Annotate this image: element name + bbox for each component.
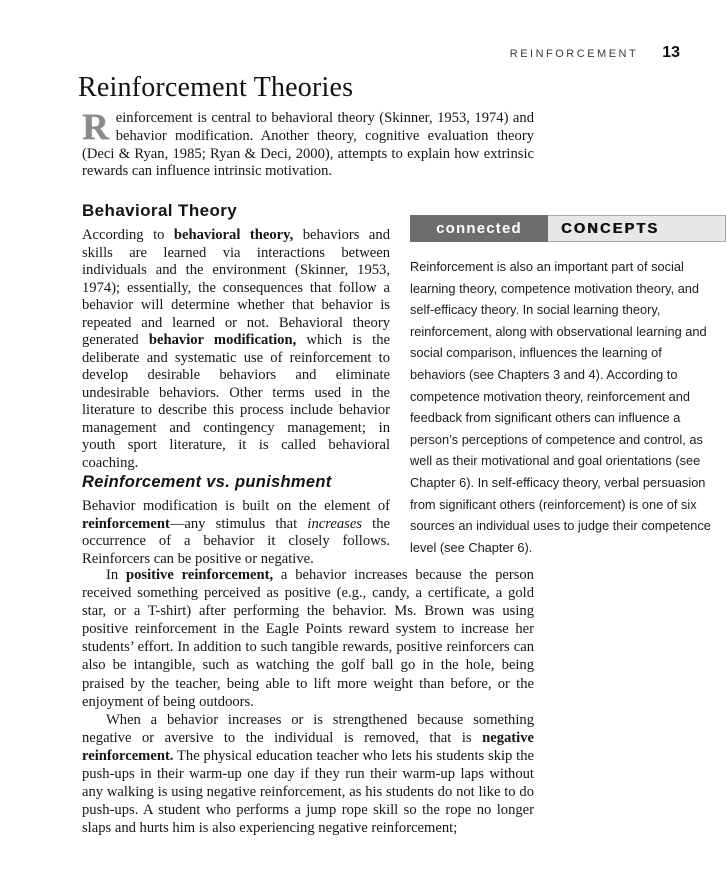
running-head (510, 44, 680, 62)
page-number: 13 (662, 44, 680, 61)
page-title: Reinforcement Theories (78, 72, 354, 103)
text-segment-bold: reinforcement (82, 515, 170, 532)
bottom-text-block (82, 566, 534, 837)
reinforcement-vs-punishment-paragraph (82, 498, 390, 568)
concepts-label: CONCEPTS (548, 215, 726, 242)
text-segment: a behavior increases because the person received something perceived as positive (e.g., candy, a certificate, a gold star, or a T-shirt) after performing the behavior. Ms. Brown was using positive reinforcement in the Eagle Points reward system to increase her students’ effort. In addition to such tangible rewards, positive reinforcers can also be intangible, such as watching the golf ball go in the hole, being praised by the teacher, being able to lift more weight than before, or the enjoyment of being outdoors. (82, 567, 534, 710)
connected-label: connected (410, 215, 548, 242)
running-head-label: REINFORCEMENT (509, 48, 639, 60)
intro-paragraph (82, 107, 534, 181)
text-segment: Behavior modification is built on the element of (82, 498, 390, 514)
text-segment: which is the deliberate and systematic use of reinforcement to develop desirable behaviors and eliminate undesirable behaviors. Other terms used in the literature to describe this process include behavior management and contingency management; in youth sport literature, it is called behavioral coaching. (82, 332, 390, 471)
text-segment-bold: behavioral theory, (173, 227, 294, 243)
text-segment-bold: negative reinforcement. (82, 729, 534, 764)
intro-text: einforcement is central to behavioral theory (Skinner, 1953, 1974) and behavior modification. Another theory, cognitive evaluation theory (Deci & Ryan, 1985; Ryan & Deci, 2000), attempts to explain how extrinsic rewards can influence intrinsic motivation. (82, 110, 534, 180)
connected-concepts-body: Reinforcement is also an important part of social learning theory, competence motivation theory, and self-efficacy theory. In social learning theory, reinforcement, along with observational learning and social comparison, influences the learning of behaviors (see Chapters 3 and 4). According to competence motivation theory, reinforcement and feedback from significant others can influence a person’s perceptions of competence and control, as well as their motivational and goal orientations (see Chapter 6). In self-efficacy theory, verbal persuasion from significant others (reinforcement) is one of six sources an individual uses to judge their competence level (see Chapter 6). (410, 259, 711, 555)
text-segment: —any stimulus that (169, 515, 308, 532)
behavioral-theory-heading: Behavioral Theory (82, 201, 238, 220)
drop-cap: R (82, 107, 109, 148)
text-segment-bold: positive reinforcement, (125, 567, 274, 583)
text-segment: behaviors and skills are learned via interactions between individuals and the environment (Skinner, 1953, 1974); essentially, the consequences that follow a behavior will determine whether that behavior is repeated and learned or not. Behavioral theory generated (82, 227, 390, 348)
connected-concepts-header (410, 215, 726, 242)
text-segment: The physical education teacher who lets his students skip the push-ups in their warm-up one day if they run their warm-up laps without any walking is using negative reinforcement, as his students do not like to do push-ups. A student who performs a jump rope skill so the rope no longer slaps and hurts him is also experiencing negative reinforcement; (82, 747, 534, 837)
text-segment-bold: behavior modification, (148, 332, 297, 348)
text-segment: the occurrence of a behavior it closely follows. Reinforcers can be positive or negative. (82, 515, 391, 567)
text-segment: According to (82, 227, 174, 243)
text-segment: In (106, 567, 126, 583)
reinforcement-vs-punishment-heading: Reinforcement vs. punishment (82, 473, 332, 491)
behavioral-theory-paragraph (82, 227, 390, 472)
connected-concepts-box (410, 215, 726, 558)
positive-reinforcement-paragraph (82, 566, 534, 711)
negative-reinforcement-paragraph (82, 711, 534, 838)
text-segment: When a behavior increases or is strengthened because something negative or aversive to the individual is removed, that is (82, 711, 534, 746)
text-segment-italic: increases (307, 515, 362, 532)
